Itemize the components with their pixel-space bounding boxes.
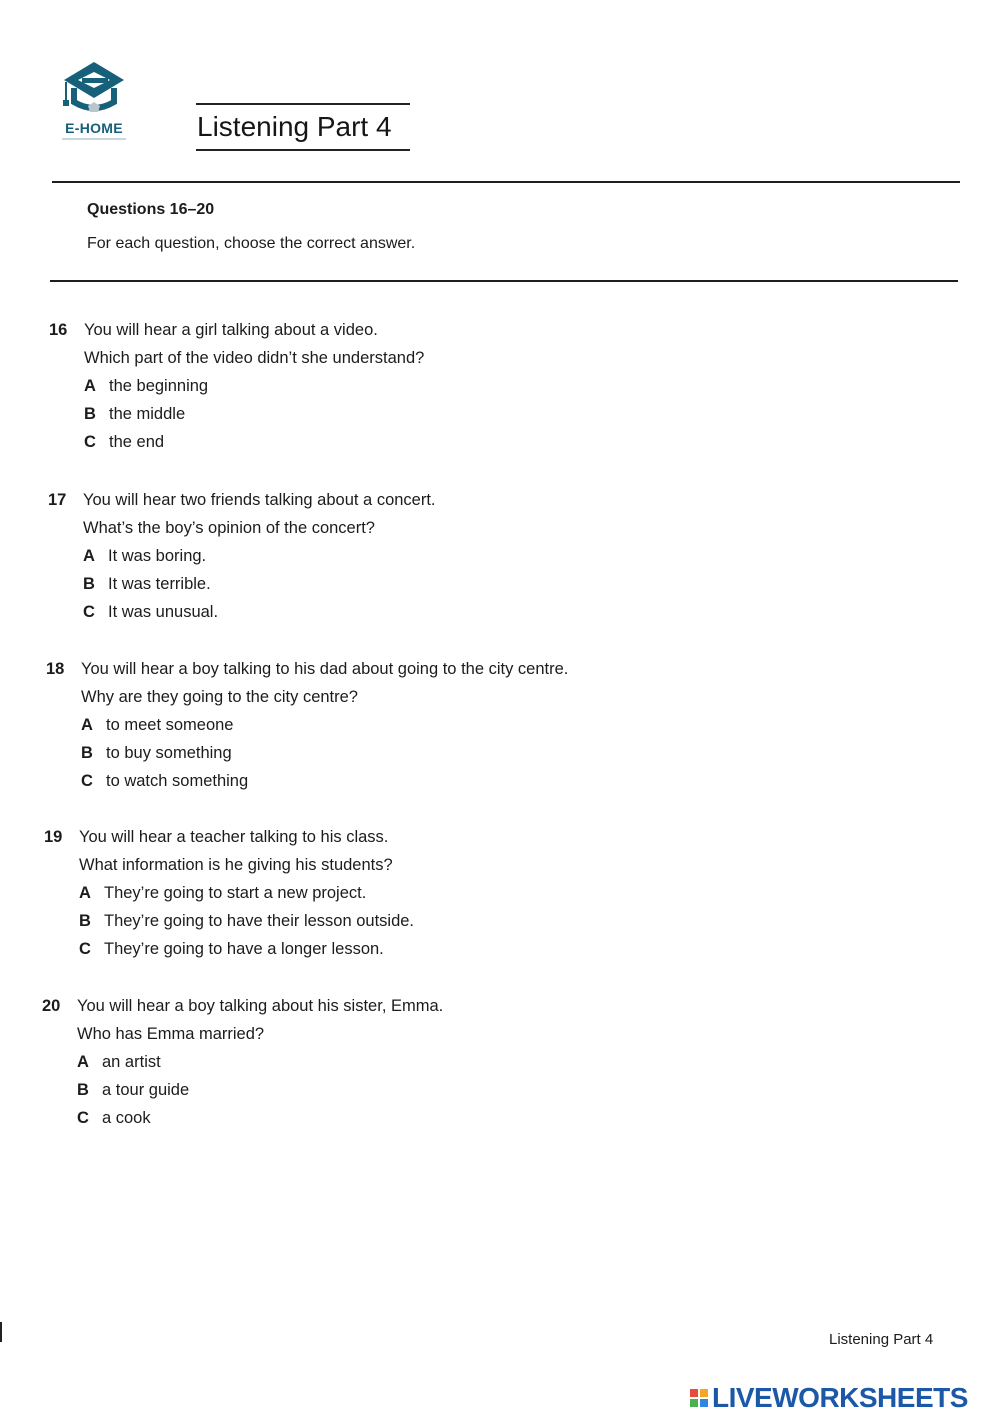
page-footer-label: Listening Part 4 [829, 1331, 934, 1348]
graduation-cap-logo-icon [58, 58, 130, 118]
question-number: 19 [44, 828, 63, 846]
page-title: Listening Part 4 [197, 111, 392, 142]
instruction-text: For each question, choose the correct answer. [87, 235, 416, 252]
question-number: 20 [42, 997, 61, 1015]
question-prompt: Why are they going to the city centre? [81, 688, 358, 706]
watermark-text: LIVEWORKSHEETS [712, 1382, 968, 1413]
question-context: You will hear a boy talking to his dad about going to the city centre. [81, 660, 569, 678]
question-prompt: Who has Emma married? [77, 1025, 265, 1043]
section-bottom-rule [50, 280, 958, 282]
question-context: You will hear two friends talking about a concert. [83, 491, 436, 509]
section-top-rule [52, 181, 960, 183]
question-number: 17 [48, 491, 67, 509]
e-home-logo [52, 58, 136, 142]
question-number: 18 [46, 660, 65, 678]
question-context: You will hear a boy talking about his sister, Emma. [77, 997, 444, 1015]
question-context: You will hear a teacher talking to his class. [79, 828, 389, 846]
question-prompt: What information is he giving his students? [79, 856, 393, 874]
title-bottom-rule [196, 149, 410, 151]
question-number: 16 [49, 321, 68, 339]
liveworksheets-icon [690, 1389, 708, 1407]
question-prompt: What’s the boy’s opinion of the concert? [83, 519, 375, 537]
title-block [196, 103, 410, 151]
question-prompt: Which part of the video didn’t she understand? [84, 349, 425, 367]
question-context: You will hear a girl talking about a video. [84, 321, 378, 339]
liveworksheets-watermark [690, 1382, 968, 1414]
logo-tagline-line [62, 138, 126, 140]
logo-text: E-HOME [65, 120, 123, 136]
questions-heading: Questions 16–20 [87, 201, 215, 218]
page-margin-mark [0, 1322, 2, 1342]
